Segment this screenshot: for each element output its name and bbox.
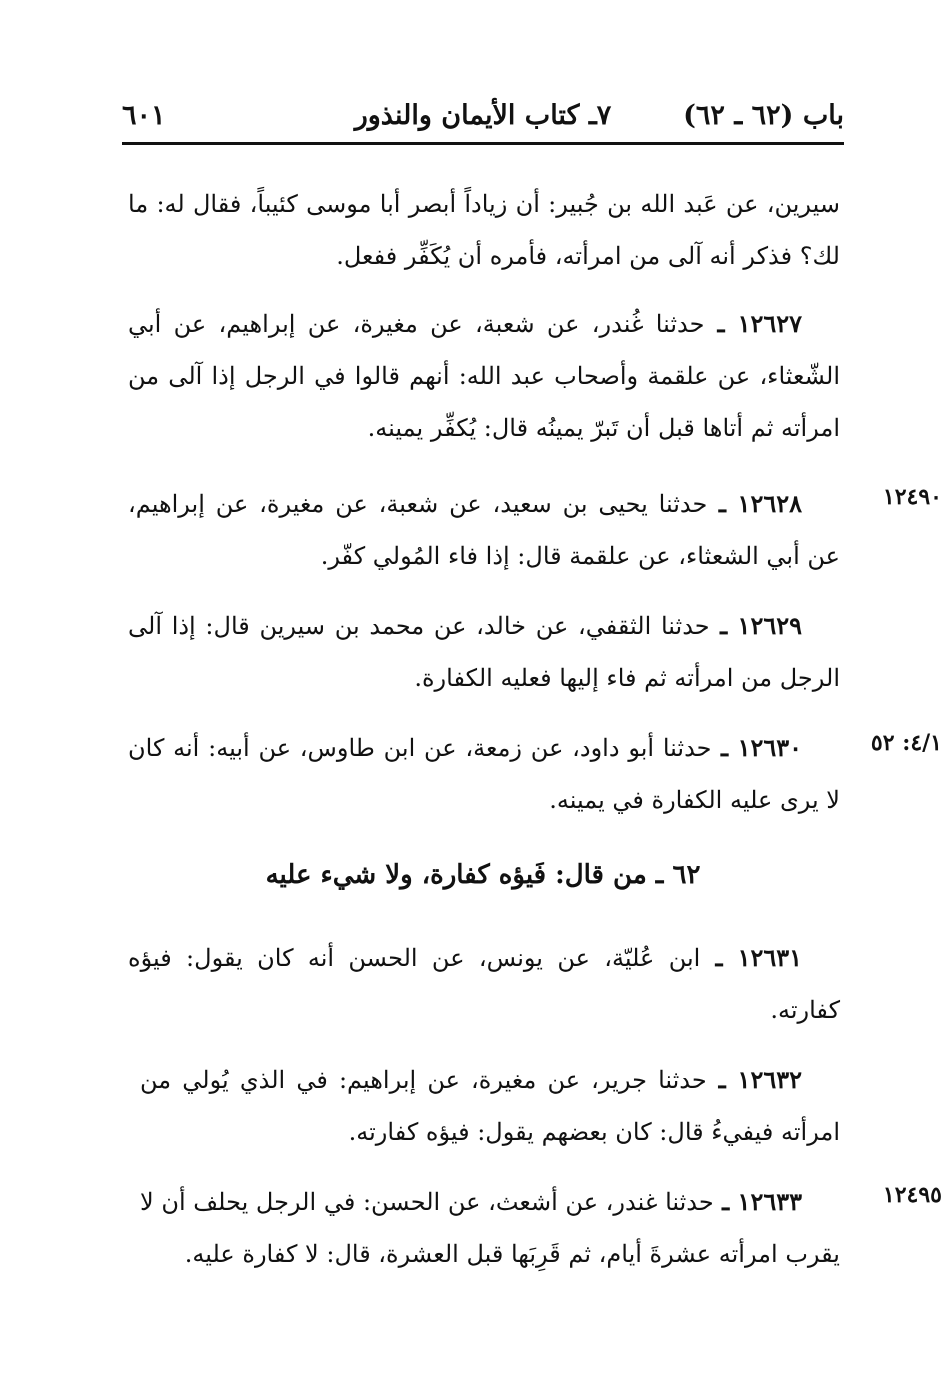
hadith-text: حدثنا غندر، عن أشعث، عن الحسن: في الرجل يحلف أن لا يقرب امرأته عشرةَ أيام، ثم قَرِبَها قبل العشرة، قال: لا كفارة عليه.: [140, 1188, 840, 1268]
hadith-text: حدثنا يحيى بن سعيد، عن شعبة، عن مغيرة، عن إبراهيم، عن أبي الشعثاء، عن علقمة قال: إذا فاء المُولي كفّر.: [128, 490, 840, 570]
hadith-12633: [140, 1176, 840, 1280]
hadith-12628: [128, 478, 840, 582]
hadith-text: حدثنا غُندر، عن شعبة، عن مغيرة، عن إبراهيم، عن أبي الشّعثاء، عن علقمة وأصحاب عبد الله: أنهم قالوا في الرجل إذا آلى من امرأته ثم أتاها قبل أن تَبرّ يمينُه قال: يُكفِّر يمينه.: [128, 310, 840, 442]
hadith-12632: [140, 1054, 840, 1158]
book-title: ٧ـ كتاب الأيمان والنذور: [354, 100, 612, 131]
hadith-number: ١٢٦٢٨: [737, 489, 802, 518]
dash: ـ: [704, 309, 738, 338]
hadith-12629: [128, 600, 840, 704]
dash: ـ: [709, 611, 738, 640]
margin-reference-volume: ٤/١: ٥٢: [870, 730, 942, 756]
hadith-number: ١٢٦٣٢: [737, 1065, 802, 1094]
hadith-number: ١٢٦٢٧: [737, 309, 803, 338]
section-title: ٦٢ ـ من قال: فَيؤه كفارة، ولا شيء عليه: [265, 860, 701, 890]
hadith-text: حدثنا أبو داود، عن زمعة، عن ابن طاوس، عن أبيه: أنه كان لا يرى عليه الكفارة في يمينه.: [128, 734, 840, 814]
paragraph-continuation: [128, 178, 840, 282]
page-number: ٦٠١: [122, 100, 166, 131]
margin-reference-12490: ١٢٤٩٠: [882, 484, 942, 510]
chapter-range: باب (٦٢ ـ ٦٢): [683, 100, 844, 131]
hadith-number: ١٢٦٣٣: [737, 1187, 802, 1216]
dash: ـ: [707, 489, 738, 518]
hadith-text: حدثنا جرير، عن مغيرة، عن إبراهيم: في الذي يُولي من امرأته فيفيءُ قال: كان بعضهم يقول: فيؤه كفارته.: [140, 1066, 840, 1146]
paragraph-text: سيرين، عن عَبد الله بن جُبير: أن زياداً أبصر أبا موسى كئيباً، فقال له: ما لك؟ فذكر أنه آلى من امرأته، فأمره أن يُكَفِّر ففعل.: [128, 190, 840, 270]
hadith-text: حدثنا الثقفي، عن خالد، عن محمد بن سيرين قال: إذا آلى الرجل من امرأته ثم فاء إليها فعليه الكفارة.: [128, 612, 840, 692]
hadith-number: ١٢٦٣٠: [737, 733, 803, 762]
page-header: [122, 98, 844, 145]
hadith-number: ١٢٦٣١: [737, 943, 803, 972]
hadith-12627: [128, 298, 840, 454]
dash: ـ: [700, 943, 738, 972]
hadith-12630: [128, 722, 840, 826]
hadith-number: ١٢٦٢٩: [737, 611, 802, 640]
hadith-text: ابن عُليّة، عن يونس، عن الحسن أنه كان يقول: فيؤه كفارته.: [128, 944, 840, 1024]
margin-reference-12495: ١٢٤٩٥: [882, 1182, 942, 1208]
dash: ـ: [711, 733, 738, 762]
dash: ـ: [713, 1187, 738, 1216]
hadith-12631: [128, 932, 840, 1036]
dash: ـ: [706, 1065, 738, 1094]
